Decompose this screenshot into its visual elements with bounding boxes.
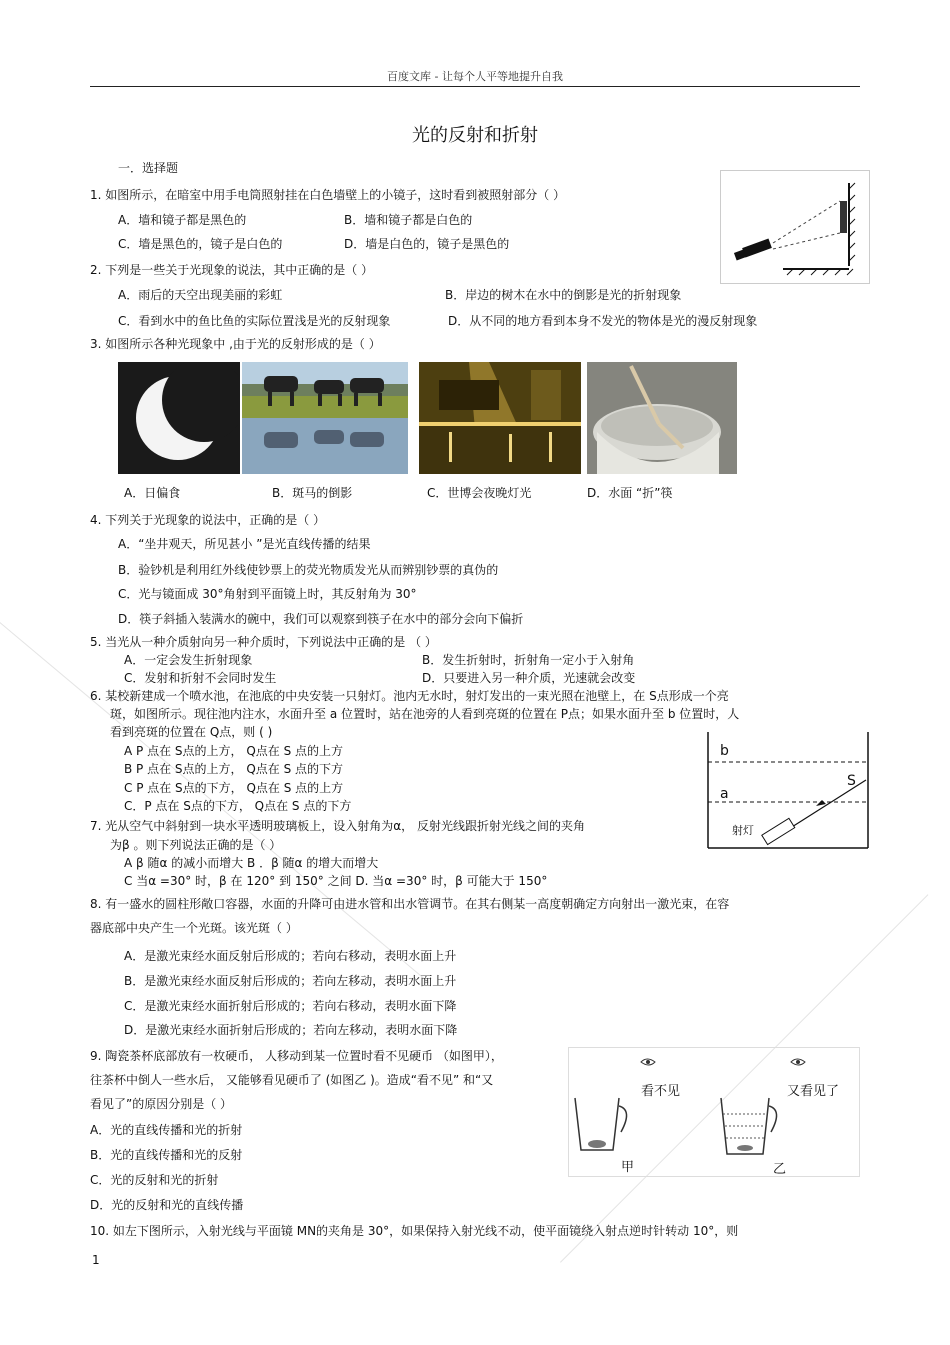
- text-line: B．发生折射时，折射角一定小于入射角: [422, 653, 635, 667]
- page-number: 1: [92, 1253, 100, 1267]
- page-header: 百度文库 - 让每个人平等地提升自我: [387, 70, 563, 83]
- text-line: C 当α =30° 时，β 在 120° 到 150° 之间 D. 当α =30° 时，β 可能大于 150°: [124, 874, 548, 888]
- cannot-see-label: 看不见: [641, 1084, 681, 1099]
- cup-yi-label: 乙: [773, 1162, 787, 1177]
- text-line: D．墙是白色的，镜子是黑色的: [344, 237, 510, 251]
- lamp-label: 射灯: [732, 824, 754, 837]
- text-line: 4. 下列关于光现象的说法中，正确的是（ ）: [90, 513, 326, 527]
- text-line: 10. 如左下图所示，入射光线与平面镜 MN的夹角是 30°，如果保持入射光线不动，使平面镜绕入射点逆时针转动 10°，则: [90, 1224, 739, 1238]
- text-line: B．验钞机是利用红外线使钞票上的荧光物质发光从而辨别钞票的真伪的: [118, 563, 499, 577]
- text-line: B．是激光束经水面反射后形成的；若向左移动，表明水面上升: [124, 974, 457, 988]
- text-line: D．水面 “折”筷: [587, 486, 673, 500]
- document-title: 光的反射和折射: [412, 125, 538, 146]
- text-line: 看见了”的原因分别是（ ）: [90, 1097, 233, 1111]
- expo-night-lights-image: [419, 362, 581, 474]
- text-line: A．雨后的天空出现美丽的彩虹: [118, 288, 283, 302]
- text-line: 1. 如图所示，在暗室中用手电筒照射挂在白色墙壁上的小镜子，这时看到被照射部分（ ）: [90, 188, 566, 202]
- text-line: 看到亮斑的位置在 Q点，则 ( ): [110, 725, 273, 739]
- text-line: B P 点在 S点的上方， Q点在 S 点的下方: [124, 762, 344, 776]
- text-line: C．是激光束经水面折射后形成的；若向右移动，表明水面下降: [124, 999, 457, 1013]
- text-line: 2. 下列是一些关于光现象的说法，其中正确的是（ ）: [90, 263, 374, 277]
- chopsticks-bowl-image: [587, 362, 737, 474]
- text-line: 6. 某校新建成一个喷水池，在池底的中央安装一只射灯。池内无水时，射灯发出的一束光照在池壁上，在 S点形成一个亮: [90, 689, 729, 703]
- text-line: C．发射和折射不会同时发生: [124, 671, 277, 685]
- zebra-reflection-image: [242, 362, 408, 474]
- text-line: C P 点在 S点的下方， Q点在 S 点的上方: [124, 781, 344, 795]
- header-rule: [90, 86, 860, 87]
- text-line: C．世博会夜晚灯光: [427, 486, 532, 500]
- level-a-label: a: [720, 786, 729, 802]
- text-line: B．墙和镜子都是白色的: [344, 213, 473, 227]
- section-heading: 一．选择题: [118, 161, 179, 175]
- text-line: C．墙是黑色的，镜子是白色的: [118, 237, 283, 251]
- text-line: 往茶杯中倒人一些水后， 又能够看见硬币了 (如图乙 )。造成“看不见” 和“又: [90, 1073, 494, 1087]
- text-line: B．光的直线传播和光的反射: [90, 1148, 243, 1162]
- text-line: D．筷子斜插入装满水的碗中，我们可以观察到筷子在水中的部分会向下偏折: [118, 612, 524, 626]
- can-see-again-label: 又看见了: [787, 1084, 840, 1099]
- text-line: A．一定会发生折射现象: [124, 653, 253, 667]
- text-line: A．光的直线传播和光的折射: [90, 1123, 243, 1137]
- text-line: A．墙和镜子都是黑色的: [118, 213, 247, 227]
- cup-jia-label: 甲: [621, 1160, 635, 1175]
- text-line: A．是激光束经水面反射后形成的；若向右移动，表明水面上升: [124, 949, 457, 963]
- text-line: 斑，如图所示。现往池内注水，水面升至 a 位置时，站在池旁的人看到亮斑的位置在 P点；如果水面升至 b 位置时，人: [110, 707, 740, 721]
- text-line: 器底部中央产生一个光斑。该光斑（ ）: [90, 921, 298, 935]
- text-line: A P 点在 S点的上方， Q点在 S 点的上方: [124, 744, 344, 758]
- text-line: D．只要进入另一种介质，光速就会改变: [422, 671, 636, 685]
- solar-eclipse-image: [118, 362, 240, 474]
- text-line: 9. 陶瓷茶杯底部放有一枚硬币， 人移动到某一位置时看不见硬币 （如图甲），: [90, 1049, 503, 1063]
- pool-light-diagram: [706, 730, 871, 850]
- text-line: D．光的反射和光的直线传播: [90, 1198, 244, 1212]
- level-b-label: b: [720, 743, 729, 759]
- text-line: B．斑马的倒影: [272, 486, 353, 500]
- text-line: C．看到水中的鱼比鱼的实际位置浅是光的反射现象: [118, 314, 391, 328]
- text-line: 为β 。则下列说法正确的是（ ）: [110, 838, 282, 852]
- text-line: D．从不同的地方看到本身不发光的物体是光的漫反射现象: [448, 314, 758, 328]
- flashlight-mirror-figure: [720, 170, 870, 284]
- teacup-coin-figure: [568, 1047, 860, 1177]
- text-line: D．是激光束经水面折射后形成的；若向左移动，表明水面下降: [124, 1023, 458, 1037]
- text-line: 8. 有一盛水的圆柱形敞口容器，水面的升降可由进水管和出水管调节。在其右侧某一高度朝确定方向射出一激光束，在容: [90, 897, 730, 911]
- text-line: A．日偏食: [124, 486, 181, 500]
- text-line: C．光与镜面成 30°角射到平面镜上时，其反射角为 30°: [118, 587, 417, 601]
- text-line: A β 随α 的减小而增大 B ．β 随α 的增大而增大: [124, 856, 379, 870]
- text-line: 5. 当光从一种介质射向另一种介质时，下列说法中正确的是 （ ）: [90, 635, 437, 649]
- text-line: C．P 点在 S点的下方， Q点在 S 点的下方: [124, 799, 352, 813]
- spot-s-label: S: [847, 773, 856, 789]
- text-line: 7. 光从空气中斜射到一块水平透明玻璃板上，设入射角为α， 反射光线跟折射光线之间的夹角: [90, 819, 585, 833]
- text-line: C．光的反射和光的折射: [90, 1173, 219, 1187]
- text-line: A．“坐井观天，所见甚小 ”是光直线传播的结果: [118, 537, 371, 551]
- text-line: 3. 如图所示各种光现象中 ,由于光的反射形成的是（ ）: [90, 337, 381, 351]
- text-line: B．岸边的树木在水中的倒影是光的折射现象: [445, 288, 682, 302]
